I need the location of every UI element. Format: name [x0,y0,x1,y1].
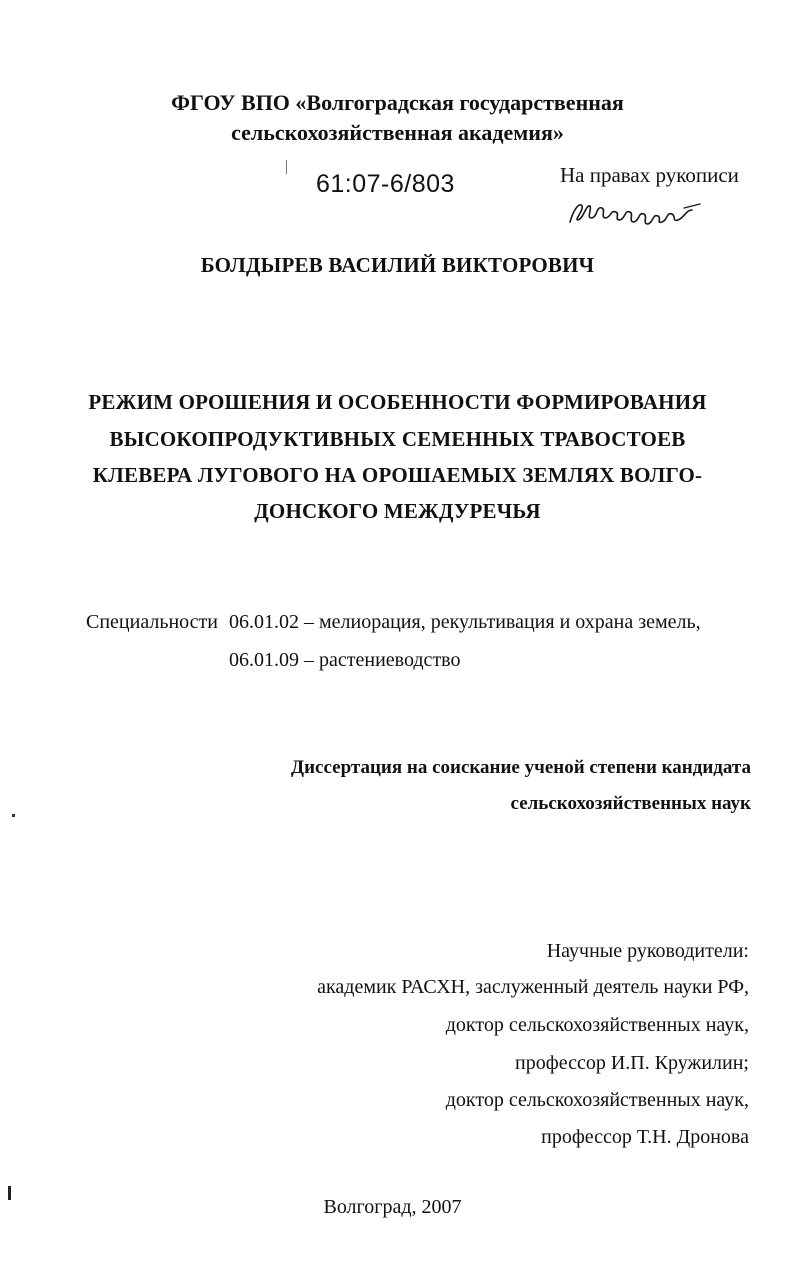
author-name: БОЛДЫРЕВ ВАСИЛИЙ ВИКТОРОВИЧ [200,253,595,277]
specialty-item-2: 06.01.09 – растениеводство [229,649,461,671]
title-line-3: КЛЕВЕРА ЛУГОВОГО НА ОРОШАЕМЫХ ЗЕМЛЯХ ВОЛГО- [92,463,703,487]
supervisor-line: доктор сельскохозяйственных наук, [445,1014,749,1036]
supervisor-line: академик РАСХН, заслуженный деятель науки РФ, [317,976,749,998]
supervisor-line: профессор И.П. Кружилин; [515,1052,749,1074]
title-line-4: ДОНСКОГО МЕЖДУРЕЧЬЯ [254,499,541,523]
title-line-2: ВЫСОКОПРОДУКТИВНЫХ СЕМЕННЫХ ТРАВОСТОЕВ [109,427,686,451]
institution-line-2: сельскохозяйственная академия» [231,120,564,145]
rights-note: На правах рукописи [560,163,739,187]
dissertation-line-1: Диссертация на соискание ученой степени кандидата [291,757,751,778]
signature-icon [566,196,706,232]
catalog-code: 61:07-6/803 [316,170,455,198]
institution-line-1: ФГОУ ВПО «Волгоградская государственная [171,90,624,115]
supervisors-heading: Научные руководители: [546,940,749,962]
supervisor-line: профессор Т.Н. Дронова [541,1126,749,1148]
specialties-label: Специальности [86,611,219,633]
scan-speck [8,1186,11,1200]
scan-speck [12,814,15,817]
supervisor-line: доктор сельскохозяйственных наук, [445,1089,749,1111]
dissertation-line-2: сельскохозяйственных наук [510,793,751,814]
scan-mark [286,160,287,174]
city-year: Волгоград, 2007 [323,1196,462,1218]
title-line-1: РЕЖИМ ОРОШЕНИЯ И ОСОБЕННОСТИ ФОРМИРОВАНИЯ [88,390,707,414]
specialty-item-1: 06.01.02 – мелиорация, рекультивация и охрана земель, [229,611,701,633]
